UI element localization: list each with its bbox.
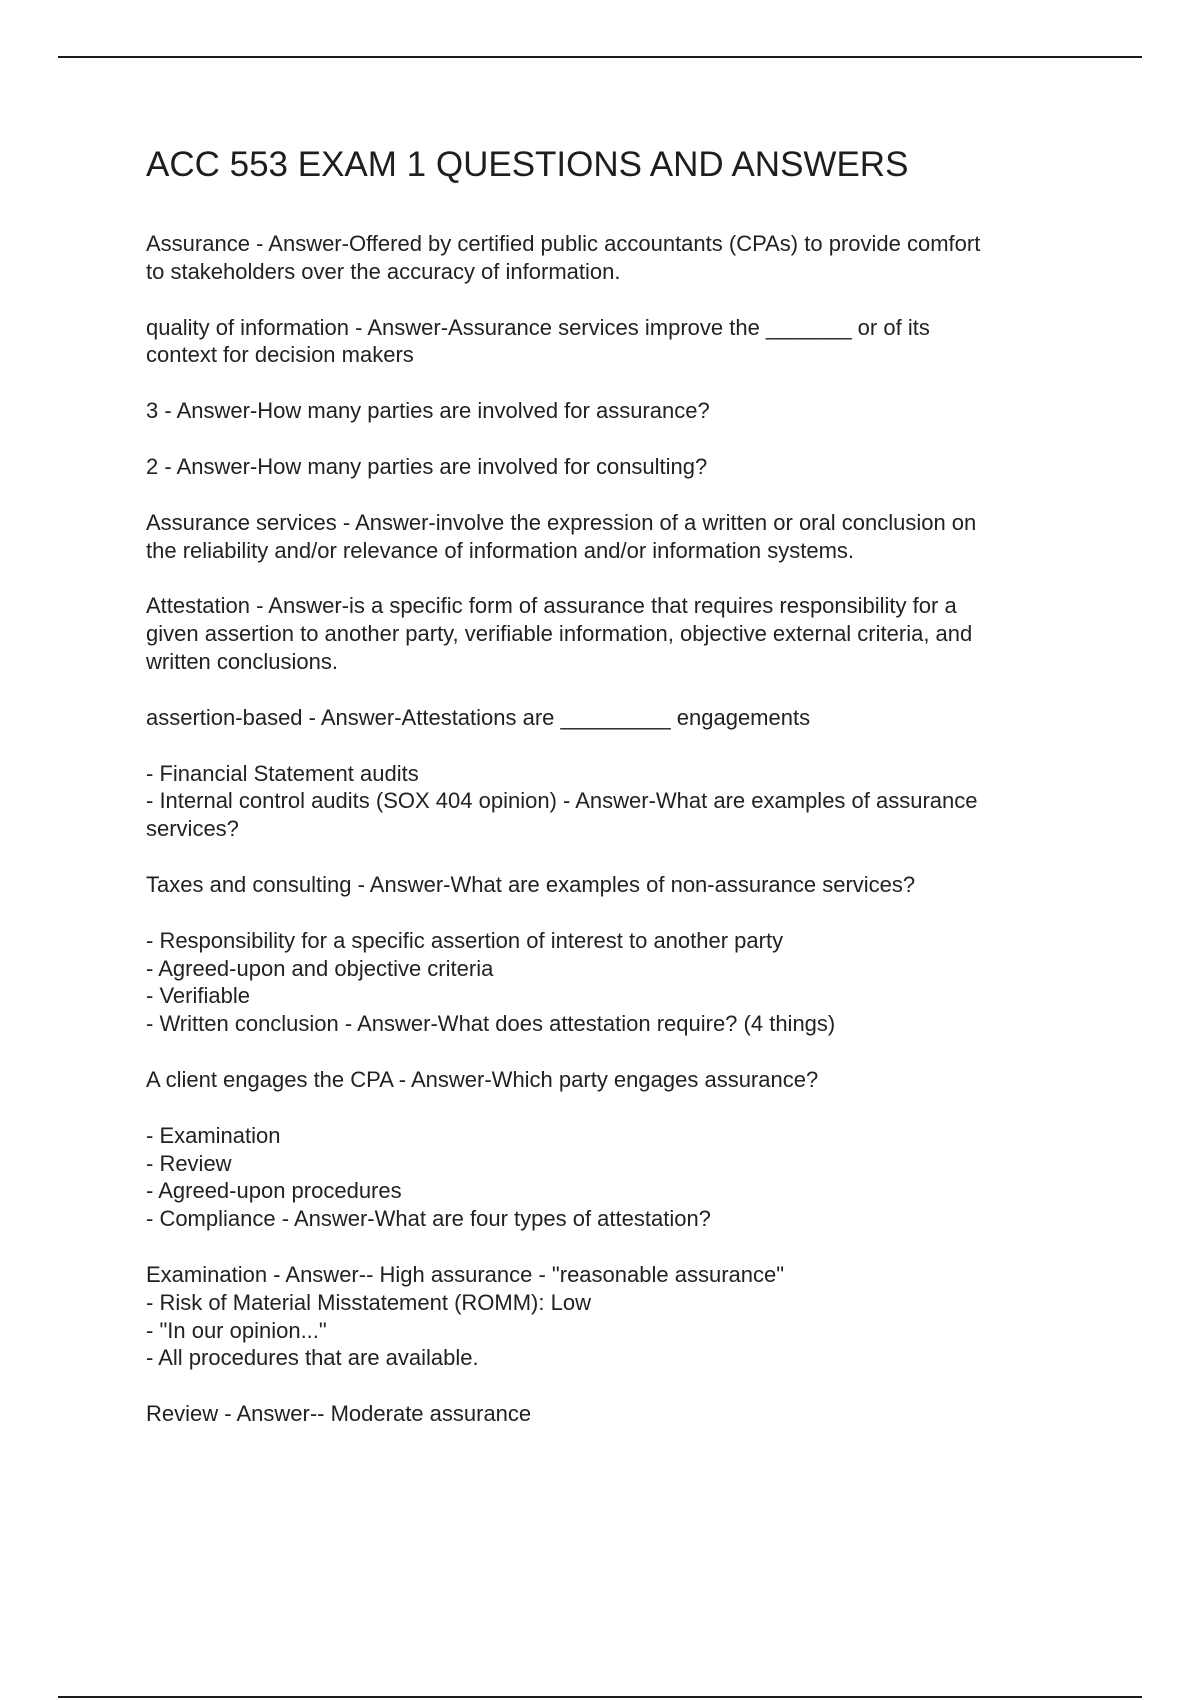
qa-entry-assurance: Assurance - Answer-Offered by certified public accountants (CPAs) to provide comfort to stakeholders over the accuracy of information. bbox=[146, 231, 981, 284]
qa-entry-parties-assurance: 3 - Answer-How many parties are involved for assurance? bbox=[146, 398, 710, 424]
qa-entry-attestation: Attestation - Answer-is a specific form of assurance that requires responsibility for a given assertion to another party, verifiable information, objective external criteria, and written conclusions. bbox=[146, 593, 973, 674]
qa-entry-assurance-services: Assurance services - Answer-involve the expression of a written or oral conclusion on the reliability and/or relevance of information and/or information systems. bbox=[146, 509, 977, 563]
qa-entry-parties-consulting: 2 - Answer-How many parties are involved for consulting? bbox=[146, 453, 708, 479]
document-body bbox=[146, 140, 1076, 1456]
qa-entry-review: Review - Answer-- Moderate assurance bbox=[146, 1401, 532, 1427]
qa-entry-attestation-types: - Examination - Review - Agreed-upon procedures - Compliance - Answer-What are four types of attestation? bbox=[146, 1122, 711, 1232]
qa-entry-engaging-party: A client engages the CPA - Answer-Which party engages assurance? bbox=[146, 1066, 819, 1092]
qa-entry-assertion-based: assertion-based - Answer-Attestations are _________ engagements bbox=[146, 704, 811, 730]
qa-entry-quality-of-information: quality of information - Answer-Assurance services improve the _______ or of its context for decision makers bbox=[146, 314, 930, 368]
qa-entry-non-assurance: Taxes and consulting - Answer-What are examples of non-assurance services? bbox=[146, 871, 916, 897]
qa-entry-assurance-examples: - Financial Statement audits - Internal control audits (SOX 404 opinion) - Answer-What are examples of assurance services? bbox=[146, 760, 978, 842]
qa-entry-attestation-requirements: - Responsibility for a specific assertion of interest to another party - Agreed-upon and objective criteria - Verifiable - Written conclusion - Answer-What does attestation require? (4 things) bbox=[146, 927, 836, 1037]
document-title: ACC 553 EXAM 1 QUESTIONS AND ANSWERS bbox=[146, 145, 909, 184]
bottom-rule bbox=[58, 1696, 1142, 1698]
qa-entry-examination: Examination - Answer-- High assurance - "reasonable assurance" - Risk of Material Misstatement (ROMM): Low - "In our opinion..." - All procedures that are available. bbox=[146, 1261, 785, 1371]
top-rule bbox=[58, 56, 1142, 58]
